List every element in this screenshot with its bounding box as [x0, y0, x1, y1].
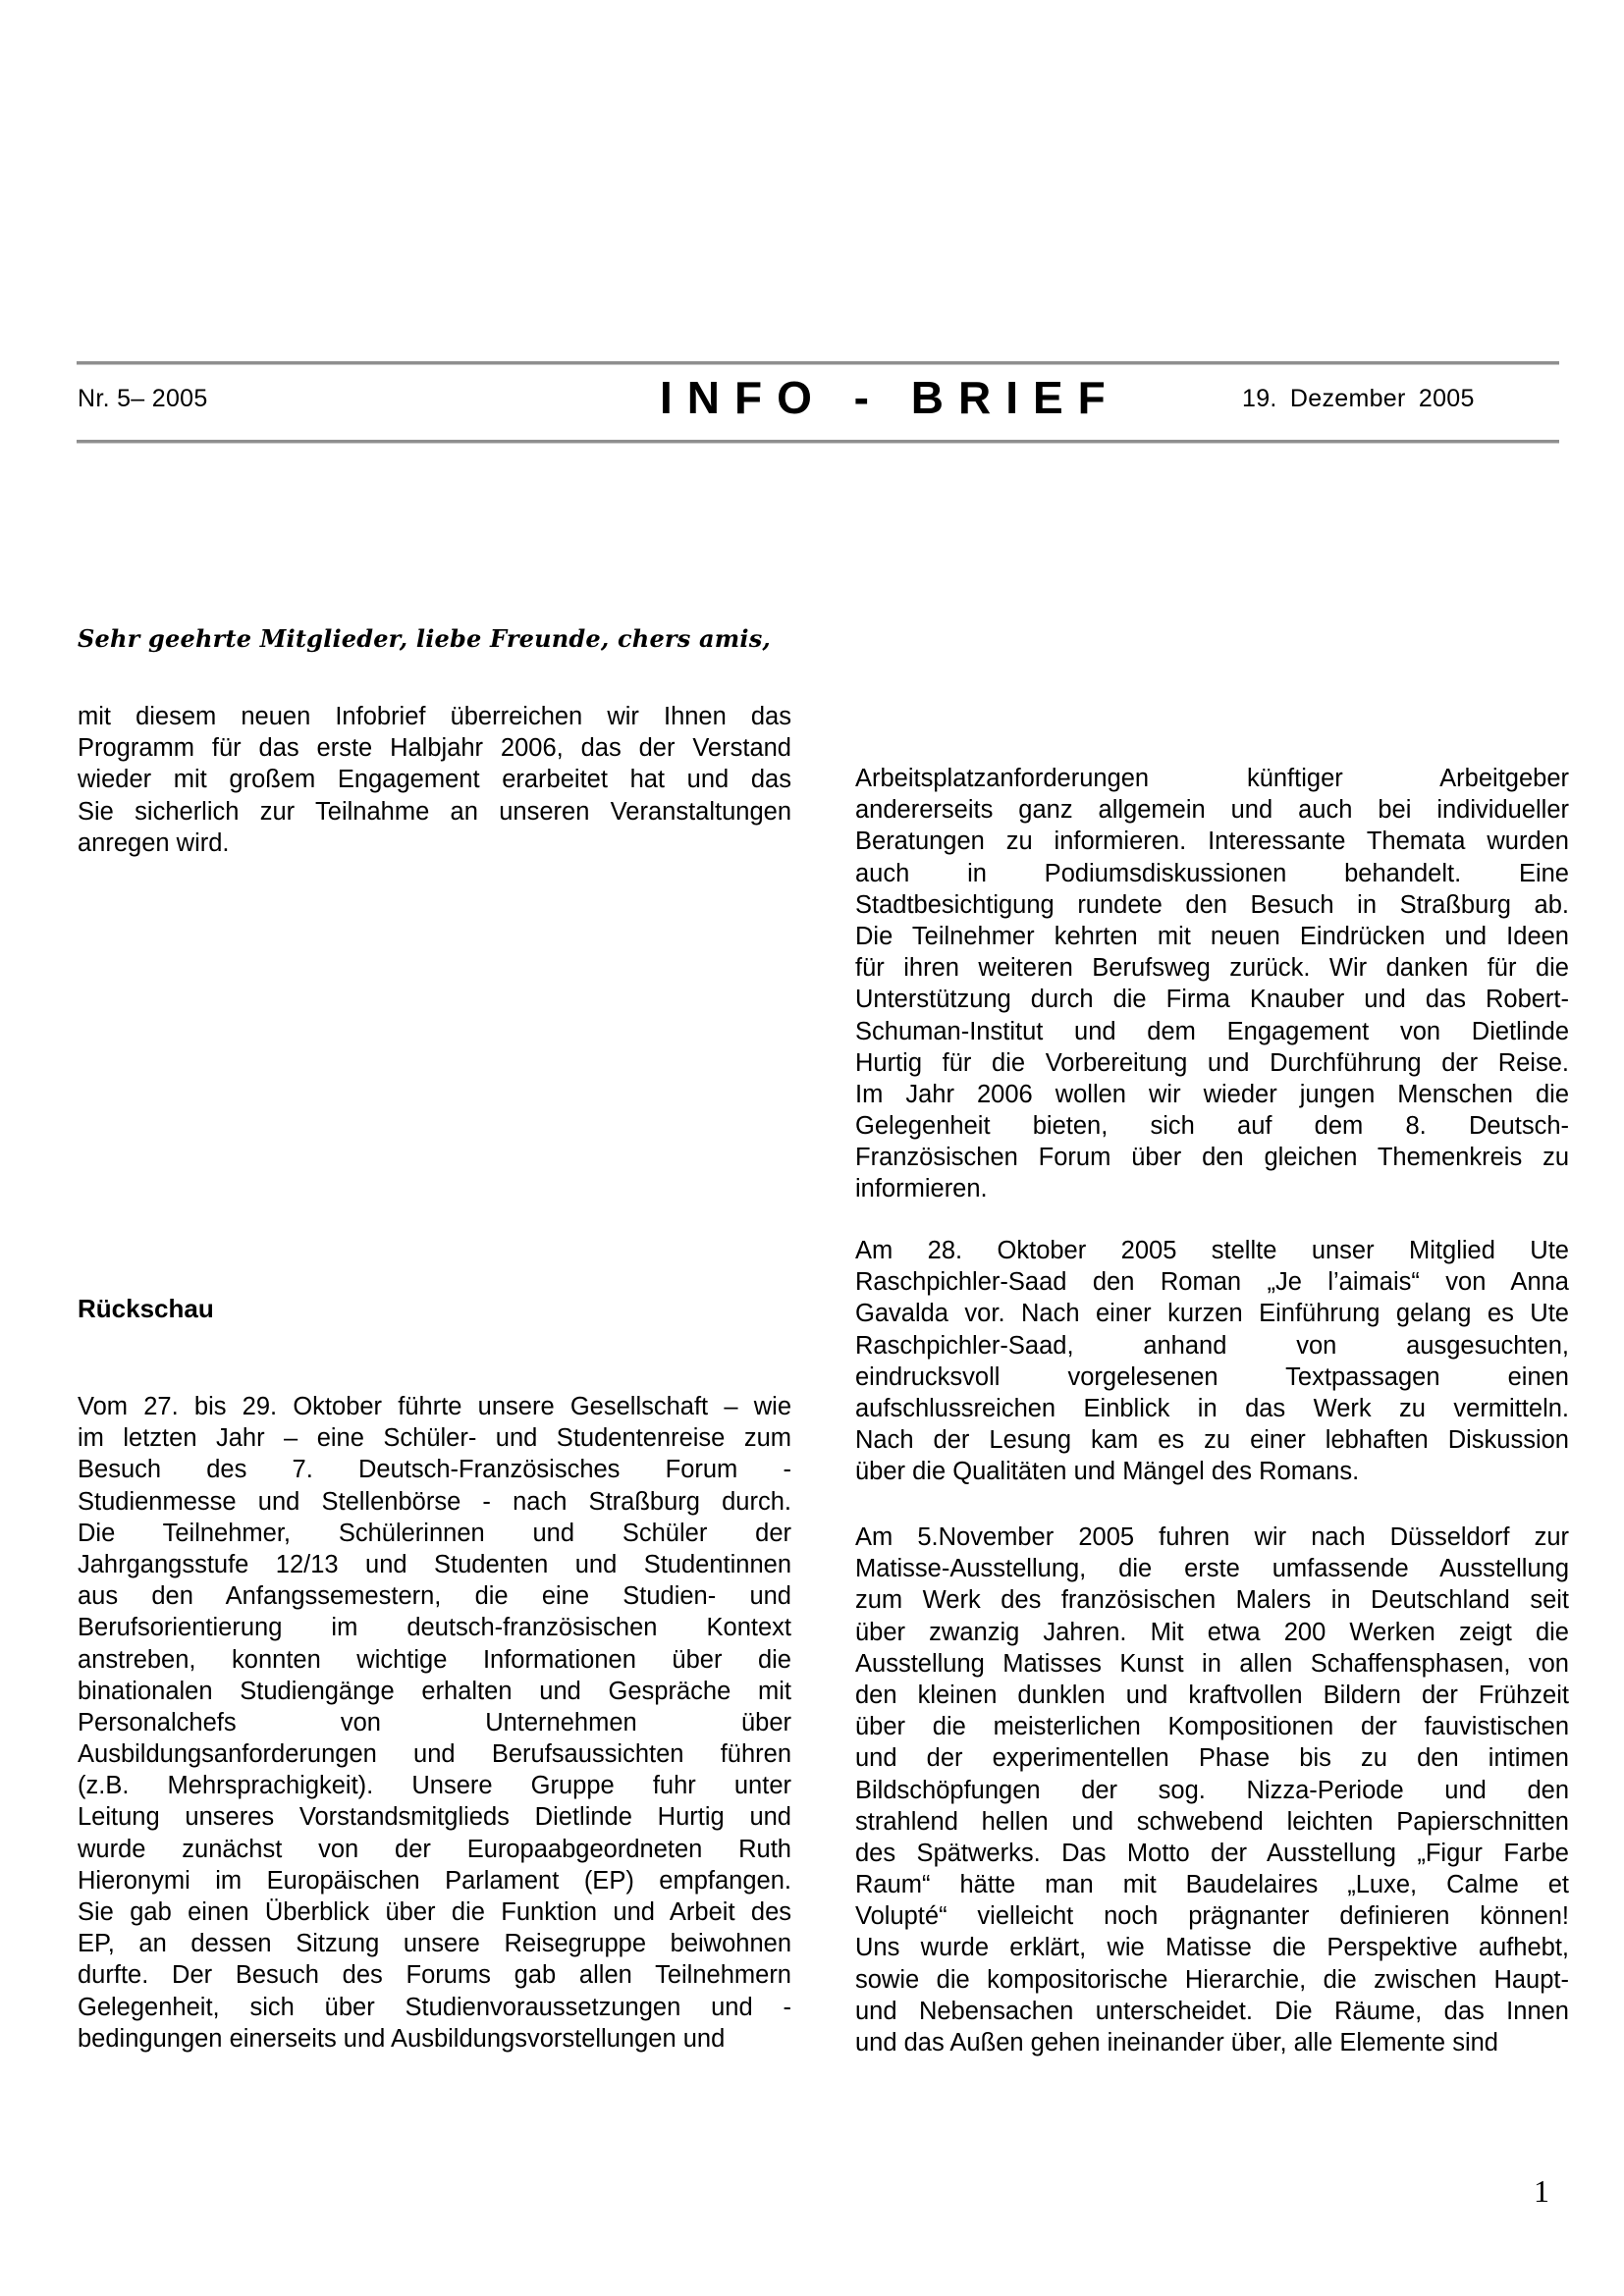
text-line: über die Qualitäten und Mängel des Romans. [855, 1458, 1360, 1486]
text-line: bedingungen einerseits und Ausbildungsvorstellungen und [78, 2024, 726, 2053]
text-line: Stadtbesichtigung rundete den Besuch in Straßburg ab. [855, 890, 1569, 919]
text-line: mit diesem neuen Infobrief überreichen wir Ihnen das [78, 703, 791, 730]
text-line: Bildschöpfungen der sog. Nizza-Periode und den [855, 1776, 1569, 1804]
text-line: durfte. Der Besuch des Forums gab allen Teilnehmern [78, 1961, 791, 1990]
text-line: anregen wird. [78, 828, 230, 857]
text-line: über die meisterlichen Kompositionen der fauvistischen [855, 1713, 1569, 1741]
text-line: auch in Podiumsdiskussionen behandelt. Eine [855, 859, 1569, 887]
text-line: Hieronymi im Europäischen Parlament (EP) empfangen. [78, 1866, 791, 1895]
header-rule-top [77, 361, 1559, 365]
text-line: Unterstützung durch die Firma Knauber und das Robert- [855, 986, 1569, 1014]
text-line: und der experimentellen Phase bis zu den intimen [855, 1744, 1569, 1773]
reading-event-paragraph [855, 1235, 1569, 1488]
text-line: über zwanzig Jahren. Mit etwa 200 Werken zeigt die [855, 1618, 1569, 1646]
text-line: und das Außen gehen ineinander über, alle Elemente sind [855, 2029, 1498, 2056]
text-line: Beratungen zu informieren. Interessante Themata wurden [855, 828, 1569, 856]
text-line: des Spätwerks. Das Motto der Ausstellung „Figur Farbe [855, 1839, 1569, 1867]
text-line: Im Jahr 2006 wollen wir wieder jungen Menschen die [855, 1080, 1569, 1108]
text-line: Besuch des 7. Deutsch-Französisches Forum - [78, 1456, 791, 1484]
text-line: Sie sicherlich zur Teilnahme an unseren Veranstaltungen [78, 797, 791, 826]
text-line: zum Werk des französischen Malers in Deutschland seit [855, 1586, 1569, 1615]
text-line: binationalen Studiengänge erhalten und Gespräche mit [78, 1677, 791, 1705]
text-line: Die Teilnehmer, Schülerinnen und Schüler der [78, 1519, 791, 1547]
text-line: aufschlussreichen Einblick in das Werk zu vermitteln. [855, 1394, 1569, 1422]
text-line: aus den Anfangssemestern, die eine Studien- und [78, 1582, 791, 1611]
rueckschau-paragraph [78, 1391, 791, 2055]
text-line: Ausstellung Matisses Kunst in allen Schaffensphasen, von [855, 1649, 1569, 1678]
text-line: Schuman-Institut und dem Engagement von Dietlinde [855, 1017, 1569, 1045]
text-line: Raschpichler-Saad den Roman „Je l’aimais“ von Anna [855, 1268, 1569, 1297]
strasbourg-trip-continued-paragraph [855, 763, 1569, 1205]
text-line: Raschpichler-Saad, anhand von ausgesuchten, [855, 1331, 1569, 1360]
text-line: anstreben, konnten wichtige Informationen über die [78, 1645, 791, 1674]
text-line: Gavalda vor. Nach einer kurzen Einführung gelang es Ute [855, 1300, 1569, 1328]
text-line: im letzten Jahr – eine Schüler- und Studentenreise zum [78, 1424, 791, 1453]
text-line: Studienmesse und Stellenbörse - nach Straßburg durch. [78, 1487, 791, 1516]
text-line: Arbeitsplatzanforderungen künftiger Arbeitgeber [855, 765, 1569, 792]
text-line: für ihren weiteren Berufsweg zurück. Wir danken für die [855, 954, 1569, 983]
text-line: wieder mit großem Engagement erarbeitet hat und das [78, 766, 791, 794]
text-line: (z.B. Mehrsprachigkeit). Unsere Gruppe fuhr unter [78, 1772, 791, 1800]
page-number: 1 [1534, 2173, 1549, 2209]
text-line: informieren. [855, 1175, 988, 1203]
text-line: EP, an dessen Sitzung unsere Reisegruppe beiwohnen [78, 1930, 791, 1958]
text-line: sowie die kompositorische Hierarchie, die zwischen Haupt- [855, 1965, 1569, 1994]
text-line: Nach der Lesung kam es zu einer lebhaften Diskussion [855, 1426, 1569, 1455]
issue-number: Nr. 5– 2005 [78, 385, 208, 412]
text-line: Personalchefs von Unternehmen über [78, 1708, 791, 1736]
text-line: Am 5.November 2005 fuhren wir nach Düsseldorf zur [855, 1523, 1569, 1551]
text-line: Leitung unseres Vorstandsmitglieds Dietlinde Hurtig und [78, 1803, 791, 1832]
text-line: Volupté“ vielleicht noch prägnanter definieren können! [855, 1902, 1569, 1931]
issue-date: 19. Dezember 2005 [1242, 385, 1475, 412]
text-line: strahlend hellen und schwebend leichten Papierschnitten [855, 1807, 1569, 1836]
text-line: wurde zunächst von der Europaabgeordneten Ruth [78, 1835, 791, 1863]
text-line: andererseits ganz allgemein und auch bei individueller [855, 796, 1569, 825]
text-line: eindrucksvoll vorgelesenen Textpassagen einen [855, 1362, 1569, 1391]
text-line: Gelegenheit, sich über Studienvoraussetzungen und - [78, 1993, 791, 2021]
text-line: Die Teilnehmer kehrten mit neuen Eindrücken und Ideen [855, 922, 1569, 950]
intro-paragraph [78, 701, 791, 859]
text-line: den kleinen dunklen und kraftvollen Bildern der Frühzeit [855, 1681, 1569, 1709]
matisse-exhibition-paragraph [855, 1522, 1569, 2058]
text-line: Matisse-Ausstellung, die erste umfassende Ausstellung [855, 1555, 1569, 1583]
text-line: Ausbildungsanforderungen und Berufsaussichten führen [78, 1740, 791, 1769]
text-line: Uns wurde erklärt, wie Matisse die Perspektive aufhebt, [855, 1934, 1569, 1962]
text-line: Französischen Forum über den gleichen Themenkreis zu [855, 1144, 1569, 1172]
newsletter-title: INFO - BRIEF [660, 372, 1120, 423]
header-rule-bottom [77, 440, 1559, 444]
salutation: Sehr geehrte Mitglieder, liebe Freunde, chers amis, [78, 624, 771, 653]
text-line: Programm für das erste Halbjahr 2006, das der Verstand [78, 734, 791, 763]
text-line: Vom 27. bis 29. Oktober führte unsere Gesellschaft – wie [78, 1393, 791, 1420]
text-line: Sie gab einen Überblick über die Funktion und Arbeit des [78, 1898, 791, 1926]
text-line: Am 28. Oktober 2005 stellte unser Mitglied Ute [855, 1237, 1569, 1264]
text-line: Raum“ hätte man mit Baudelaires „Luxe, Calme et [855, 1871, 1569, 1899]
text-line: Gelegenheit bieten, sich auf dem 8. Deutsch- [855, 1112, 1569, 1141]
section-heading-rueckschau: Rückschau [78, 1294, 214, 1323]
text-line: Berufsorientierung im deutsch-französischen Kontext [78, 1614, 791, 1642]
text-line: und Nebensachen unterscheidet. Die Räume, das Innen [855, 1997, 1569, 2025]
text-line: Jahrgangsstufe 12/13 und Studenten und Studentinnen [78, 1550, 791, 1578]
text-line: Hurtig für die Vorbereitung und Durchführung der Reise. [855, 1048, 1569, 1077]
